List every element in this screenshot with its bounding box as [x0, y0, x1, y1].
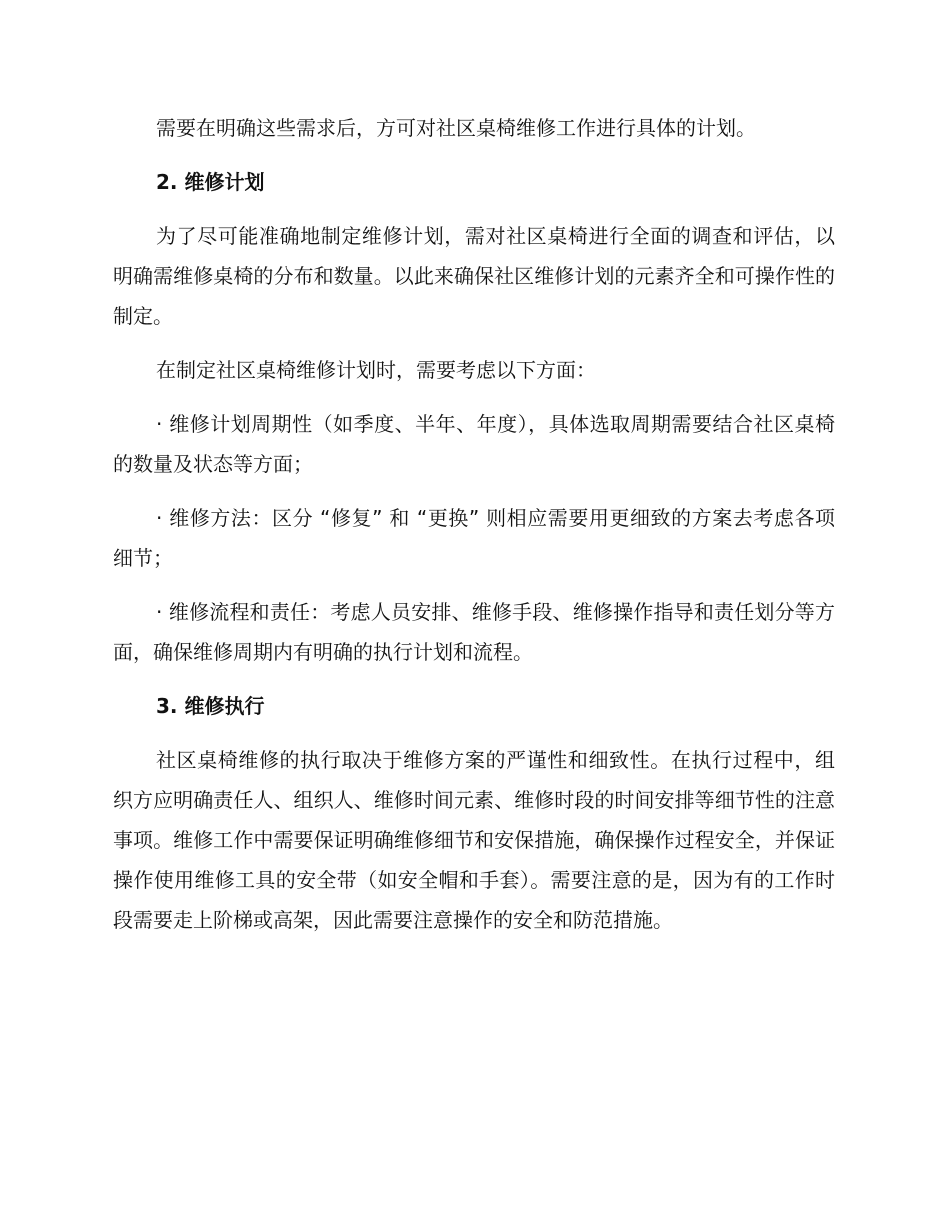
document-page: [113, 108, 835, 954]
bullet-repair-method: · 维修方法：区分 “修复” 和 “更换” 则相应需要用更细致的方案去考虑各项细节；: [113, 506, 835, 570]
paragraph-intro: 需要在明确这些需求后，方可对社区桌椅维修工作进行具体的计划。: [156, 116, 756, 140]
section-heading-plan: 2. 维修计划: [156, 170, 265, 194]
paragraph-execution: 社区桌椅维修的执行取决于维修方案的严谨性和细致性。在执行过程中，组织方应明确责任人、组织人、维修时间元素、维修时段的时间安排等细节性的注意事项。维修工作中需要保证明确维修细节和安保措施，确保操作过程安全，并保证操作使用维修工具的安全带（如安全帽和手套）。需要注意的是，因为有的工作时段需要走上阶梯或高架，因此需要注意操作的安全和防范措施。: [113, 748, 835, 932]
paragraph-plan-survey: 为了尽可能准确地制定维修计划，需对社区桌椅进行全面的调查和评估，以明确需维修桌椅的分布和数量。以此来确保社区维修计划的元素齐全和可操作性的制定。: [113, 224, 835, 328]
section-heading-execution: 3. 维修执行: [156, 694, 265, 718]
bullet-plan-period: · 维修计划周期性（如季度、半年、年度），具体选取周期需要结合社区桌椅的数量及状态等方面；: [113, 412, 835, 476]
bullet-process-responsibility: · 维修流程和责任：考虑人员安排、维修手段、维修操作指导和责任划分等方面，确保维修周期内有明确的执行计划和流程。: [113, 600, 835, 664]
paragraph-plan-aspects: 在制定社区桌椅维修计划时，需要考虑以下方面：: [156, 358, 596, 382]
